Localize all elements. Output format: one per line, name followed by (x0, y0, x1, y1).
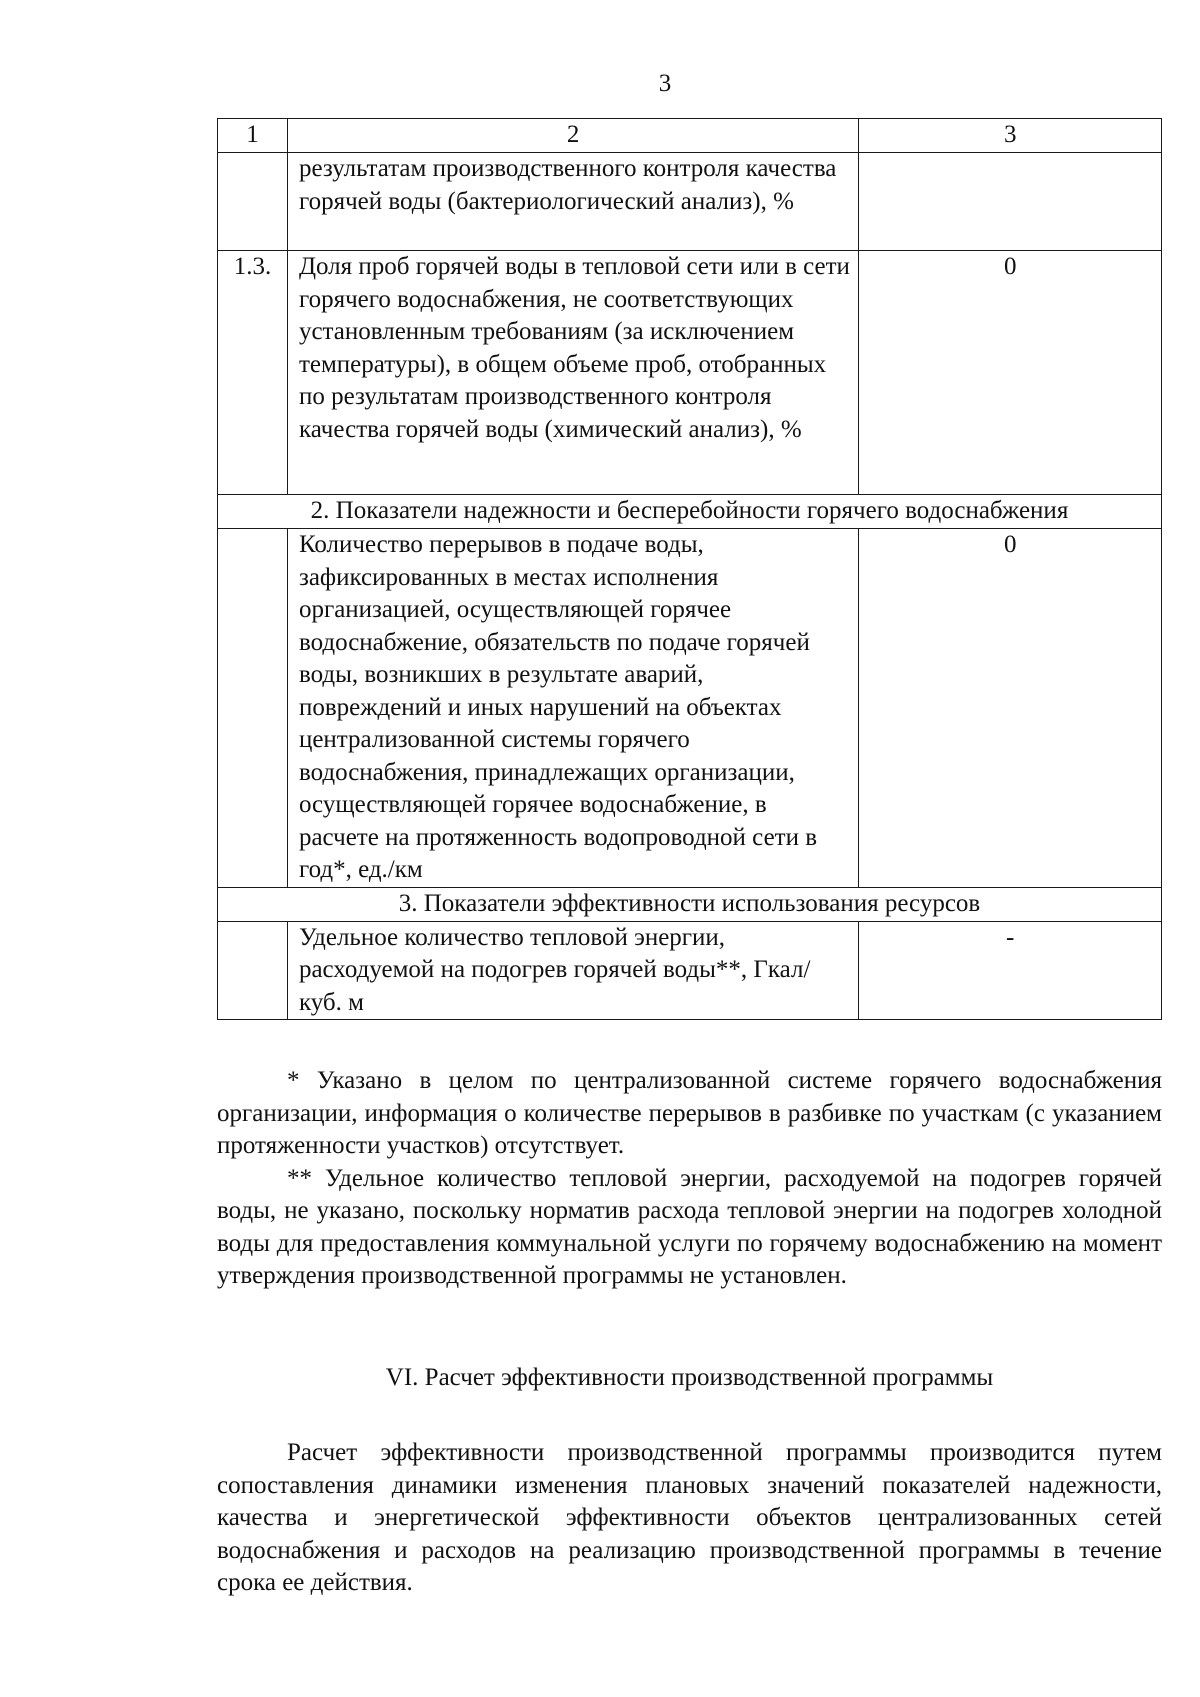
row-number (218, 153, 288, 251)
section-heading: VI. Расчет эффективности производственной программы (385, 1364, 994, 1391)
indicator-value: 0 (859, 529, 1162, 888)
column-header-2: 2 (287, 119, 858, 153)
indicator-text: Удельное количество тепловой энергии, расходуемой на подогрев горячей воды**, Гкал/ куб. м (287, 921, 858, 1020)
table-row (218, 529, 1162, 888)
section-row (218, 495, 1162, 529)
row-number: 1.3. (218, 251, 288, 495)
section-title-3: 3. Показатели эффективности использования ресурсов (218, 887, 1162, 921)
column-header-1: 1 (218, 119, 288, 153)
column-header-3: 3 (859, 119, 1162, 153)
section-row (218, 887, 1162, 921)
footnote-1: * Указано в целом по централизованной системе горячего водоснабжения организации, информация о количестве перерывов в разбивке по участкам (с указанием протяженности участков) отсутствует. (217, 1067, 1162, 1159)
table-row (218, 921, 1162, 1020)
row-number (218, 921, 288, 1020)
row-number (218, 529, 288, 888)
indicators-table (217, 118, 1162, 1020)
page-number: 3 (658, 70, 672, 97)
table-row (218, 251, 1162, 495)
indicator-value: - (859, 921, 1162, 1020)
section-title-2: 2. Показатели надежности и бесперебойности горячего водоснабжения (218, 495, 1162, 529)
indicator-text: Количество перерывов в подаче воды, зафиксированных в местах исполнения организацией, осуществляющей горячее водоснабжение, обязательств по подаче горячей воды, возникших в результате аварий, повреждений и иных нарушений на объектах централизованной системы горячего водоснабжения, принадлежащих организации, осуществляющей горячее водоснабжение, в расчете на протяженность водопроводной сети в год*, ед./км (287, 529, 858, 888)
indicator-value (859, 153, 1162, 251)
indicator-value: 0 (859, 251, 1162, 495)
indicator-text: результатам производственного контроля качества горячей воды (бактериологический анализ), % (287, 153, 858, 251)
footnote-2: ** Удельное количество тепловой энергии, расходуемой на подогрев горячей воды, не указано, поскольку норматив расхода тепловой энергии на подогрев холодной воды для предоставления коммунальной услуги по горячему водоснабжению на момент утверждения производственной программы не установлен. (217, 1164, 1162, 1289)
footnotes (217, 1065, 1162, 1293)
table-row (218, 153, 1162, 251)
table-header-row (218, 119, 1162, 153)
body-paragraph: Расчет эффективности производственной программы производится путем сопоставления динамики изменения плановых значений показателей надежности, качества и энергетической эффективности объектов централизованных сетей водоснабжения и расходов на реализацию производственной программы в течение срока ее действия. (217, 1439, 1162, 1596)
indicator-text: Доля проб горячей воды в тепловой сети или в сети горячего водоснабжения, не соответствующих установленным требованиям (за исключением температуры), в общем объеме проб, отобранных по результатам производственного контроля качества горячей воды (химический анализ), % (287, 251, 858, 495)
